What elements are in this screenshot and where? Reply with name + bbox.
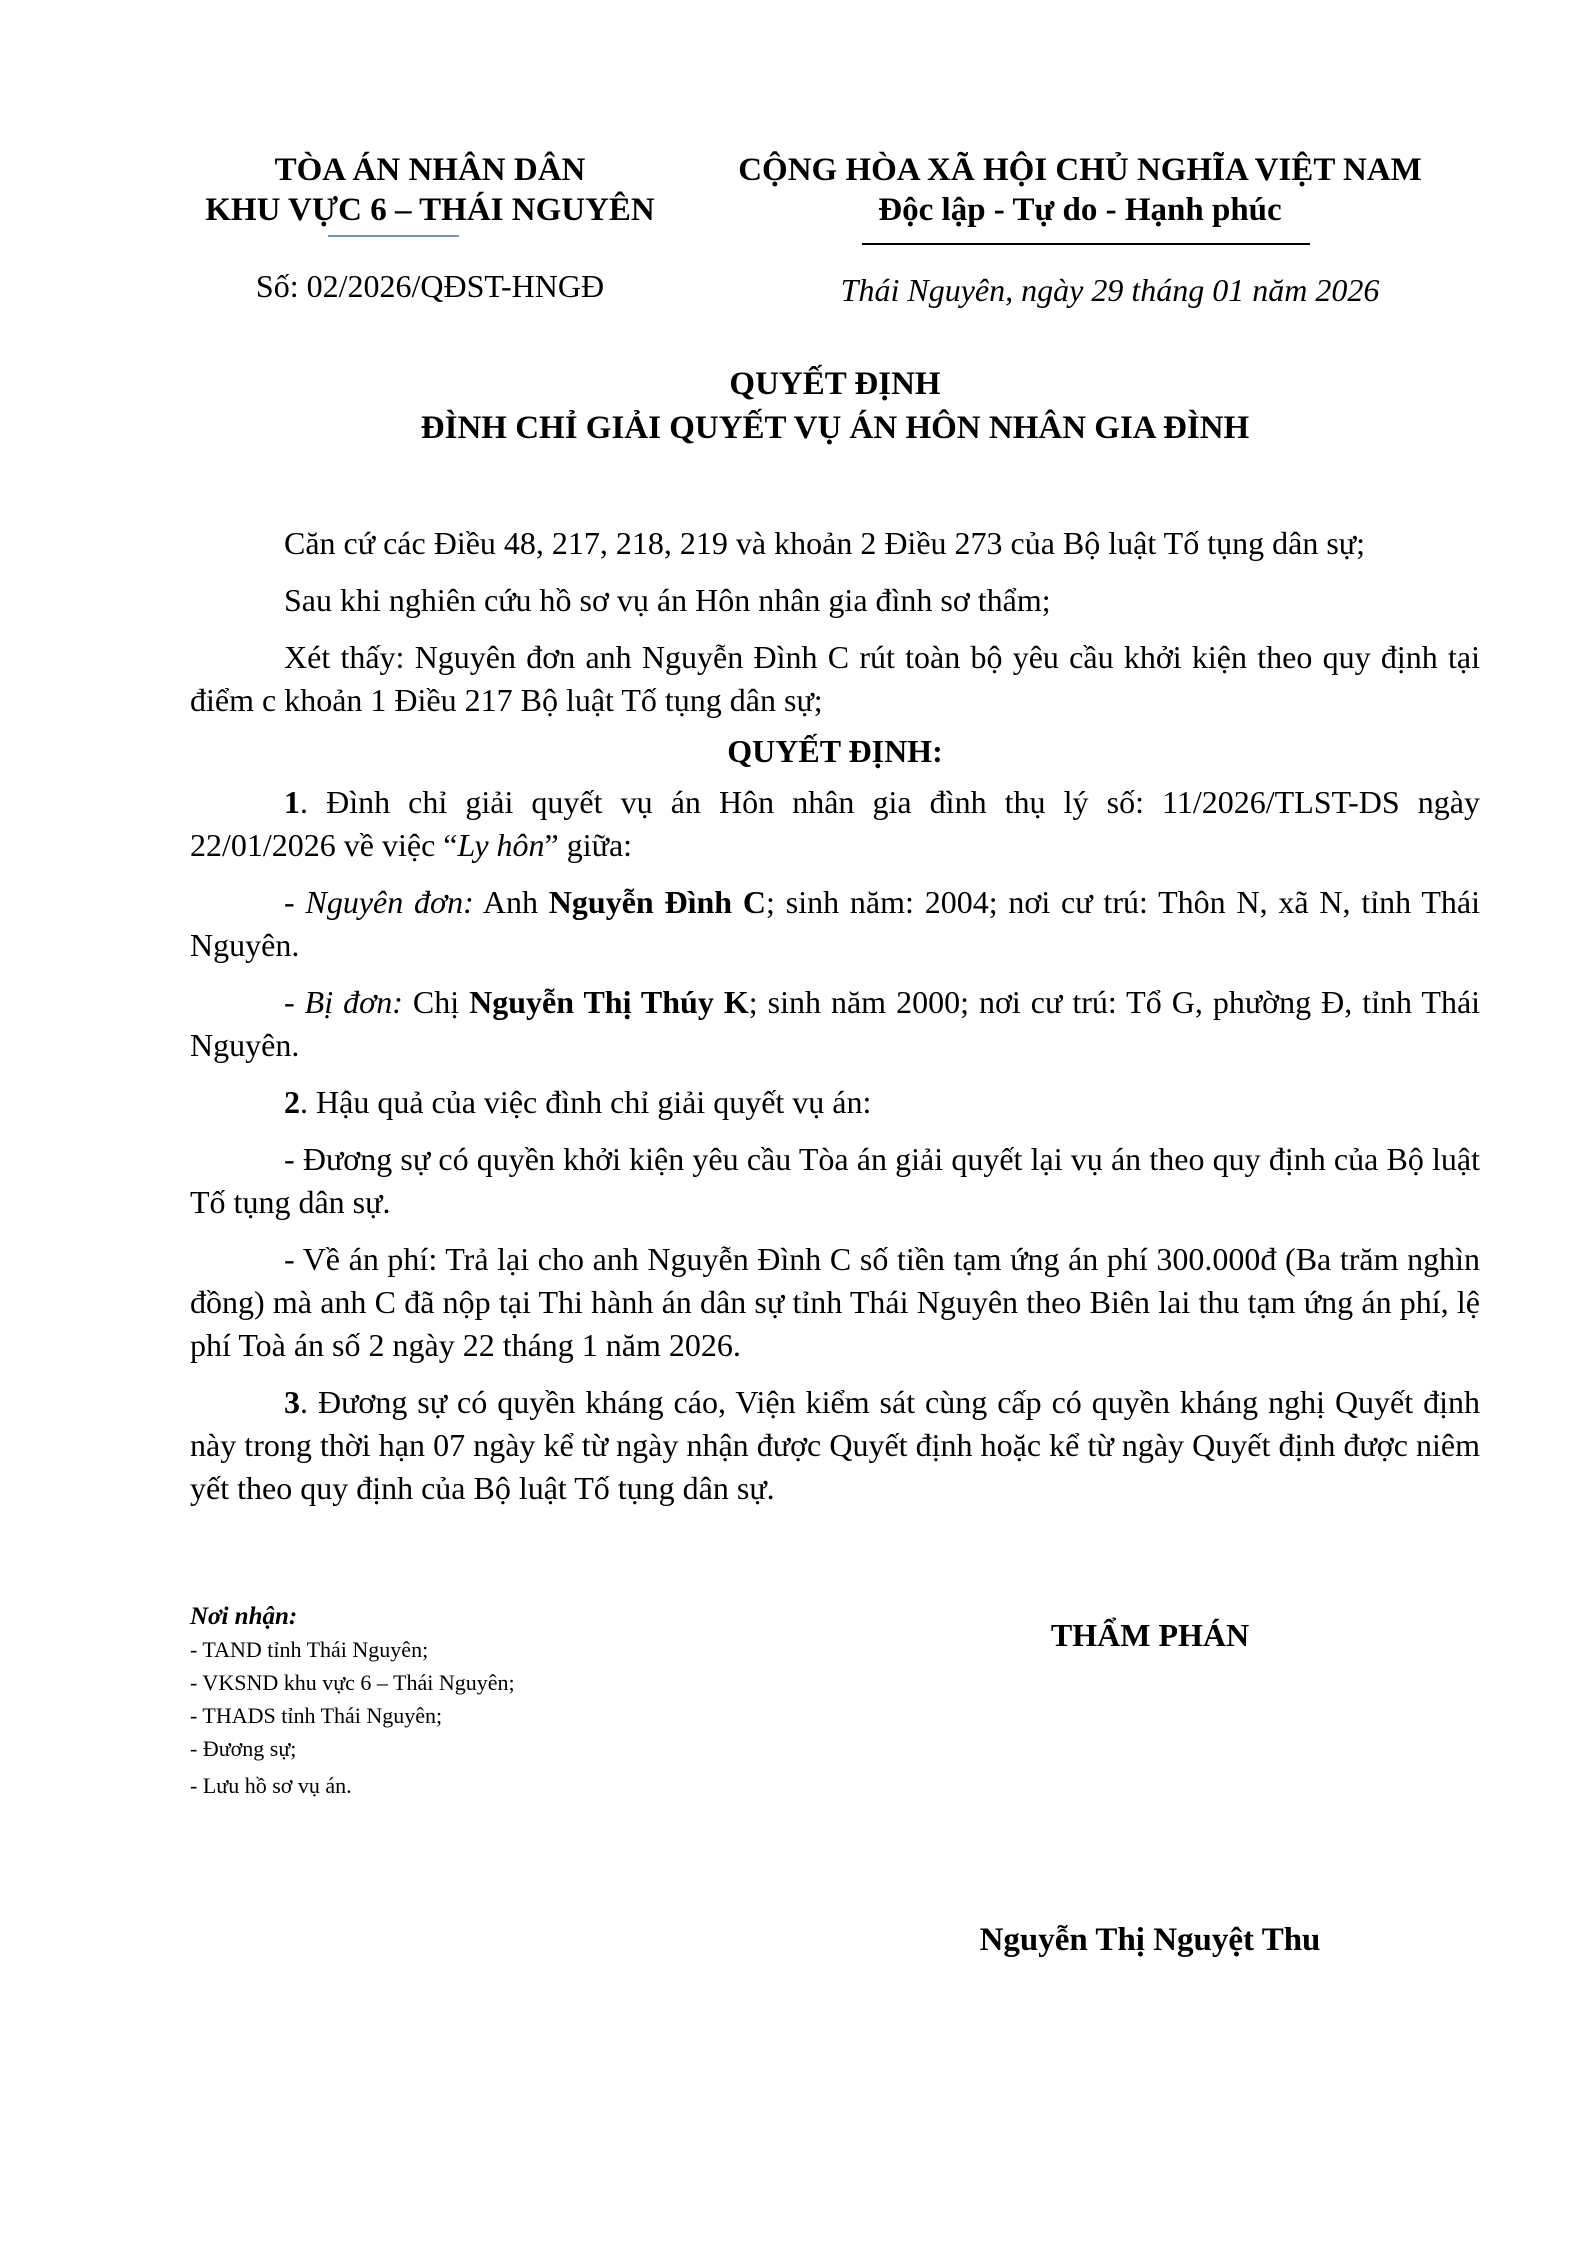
- plaintiff-role: Nguyên đơn:: [305, 884, 474, 920]
- recipients-heading: Nơi nhận:: [190, 1603, 298, 1630]
- decision-heading: QUYẾT ĐỊNH:: [727, 733, 943, 769]
- signer-name: Nguyễn Thị Nguyệt Thu: [979, 1922, 1321, 1958]
- item-3-number: 3: [284, 1384, 300, 1420]
- plaintiff-name: Nguyễn Đình C: [548, 884, 767, 920]
- court-name-block: [190, 150, 670, 230]
- consequence-court-fee: - Về án phí: Trả lại cho anh Nguyễn Đình C số tiền tạm ứng án phí 300.000đ (Ba trăm nghìn đồng) mà anh C đã nộp tại Thi hành án dân sự tỉnh Thái Nguyên theo Biên lai thu tạm ứng án phí, lệ phí Toà án số 2 ngày 22 tháng 1 năm 2026.: [190, 1241, 1480, 1363]
- defendant-name: Nguyễn Thị Thúy K: [469, 984, 749, 1020]
- item-1-text-b: ” giữa:: [544, 827, 633, 863]
- plaintiff-dash: -: [284, 884, 306, 920]
- document-title: [190, 362, 1480, 450]
- place-and-date: Thái Nguyên, ngày 29 tháng 01 năm 2026: [840, 272, 1380, 308]
- recipient-item: - THADS tỉnh Thái Nguyên;: [190, 1703, 443, 1728]
- recipient-item: - Đương sự;: [190, 1736, 297, 1761]
- national-title: CỘNG HÒA XÃ HỘI CHỦ NGHĨA VIỆT NAM: [738, 152, 1422, 188]
- defendant-details: ; sinh năm 2000; nơi cư trú: Tổ G, phường Đ, tỉnh Thái Nguyên.: [190, 984, 1481, 1063]
- preamble-finding: Xét thấy: Nguyên đơn anh Nguyễn Đình C rút toàn bộ yêu cầu khởi kiện theo quy định tại điểm c khoản 1 Điều 217 Bộ luật Tố tụng dân sự;: [190, 639, 1480, 718]
- plaintiff-paragraph: [190, 881, 1480, 967]
- document-number: Số: 02/2026/QĐST-HNGĐ: [255, 268, 605, 304]
- item-1-number: 1: [284, 784, 300, 820]
- preamble-legal-basis: Căn cứ các Điều 48, 217, 218, 219 và khoản 2 Điều 273 của Bộ luật Tố tụng dân sự;: [284, 525, 1365, 561]
- signer-role: THẨM PHÁN: [1050, 1617, 1250, 1653]
- title-line1: QUYẾT ĐỊNH: [729, 366, 941, 402]
- recipient-item: - TAND tỉnh Thái Nguyên;: [190, 1637, 429, 1662]
- recipient-item: - VKSND khu vực 6 – Thái Nguyên;: [190, 1670, 515, 1695]
- recipient-item: - Lưu hồ sơ vụ án.: [190, 1773, 352, 1798]
- defendant-dash: -: [284, 984, 305, 1020]
- plaintiff-title: Anh: [473, 884, 549, 920]
- item-3-text: . Đương sự có quyền kháng cáo, Viện kiểm sát cùng cấp có quyền kháng nghị Quyết định này trong thời hạn 07 ngày kể từ ngày nhận được Quyết định hoặc kể từ ngày Quyết định được niêm yết theo quy định của Bộ luật Tố tụng dân sự.: [190, 1384, 1480, 1506]
- court-name-line1: TÒA ÁN NHÂN DÂN: [274, 152, 586, 188]
- court-name-line2: KHU VỰC 6 – THÁI NGUYÊN: [205, 192, 655, 228]
- item-2-number: 2: [284, 1084, 300, 1120]
- decision-item-3: [190, 1381, 1480, 1510]
- national-motto-block: [715, 150, 1445, 230]
- defendant-paragraph: [190, 981, 1480, 1067]
- title-line2: ĐÌNH CHỈ GIẢI QUYẾT VỤ ÁN HÔN NHÂN GIA ĐÌNH: [420, 410, 1250, 446]
- document-body: [190, 522, 1480, 1510]
- court-name-underline: [328, 235, 459, 237]
- defendant-role: Bị đơn:: [304, 984, 403, 1020]
- recipients-block: [190, 1600, 515, 1802]
- national-motto-underline: [862, 243, 1310, 245]
- item-1-text-a: . Đình chỉ giải quyết vụ án Hôn nhân gia đình thụ lý số: 11/2026/TLST-DS ngày 22/01/2026 về việc “: [190, 784, 1480, 863]
- national-motto: Độc lập - Tự do - Hạnh phúc: [878, 192, 1282, 228]
- defendant-title: Chị: [402, 984, 470, 1020]
- item-2-text: . Hậu quả của việc đình chỉ giải quyết vụ án:: [300, 1084, 872, 1120]
- decision-item-2: [190, 1081, 1480, 1124]
- item-1-case-type: Ly hôn: [457, 827, 545, 863]
- plaintiff-details: ; sinh năm: 2004; nơi cư trú: Thôn N, xã N, tỉnh Thái Nguyên.: [190, 884, 1481, 963]
- decision-item-1: [190, 781, 1480, 867]
- consequence-right-to-sue: - Đương sự có quyền khởi kiện yêu cầu Tòa án giải quyết lại vụ án theo quy định của Bộ luật Tố tụng dân sự.: [190, 1141, 1480, 1220]
- preamble-review: Sau khi nghiên cứu hồ sơ vụ án Hôn nhân gia đình sơ thẩm;: [284, 582, 1051, 618]
